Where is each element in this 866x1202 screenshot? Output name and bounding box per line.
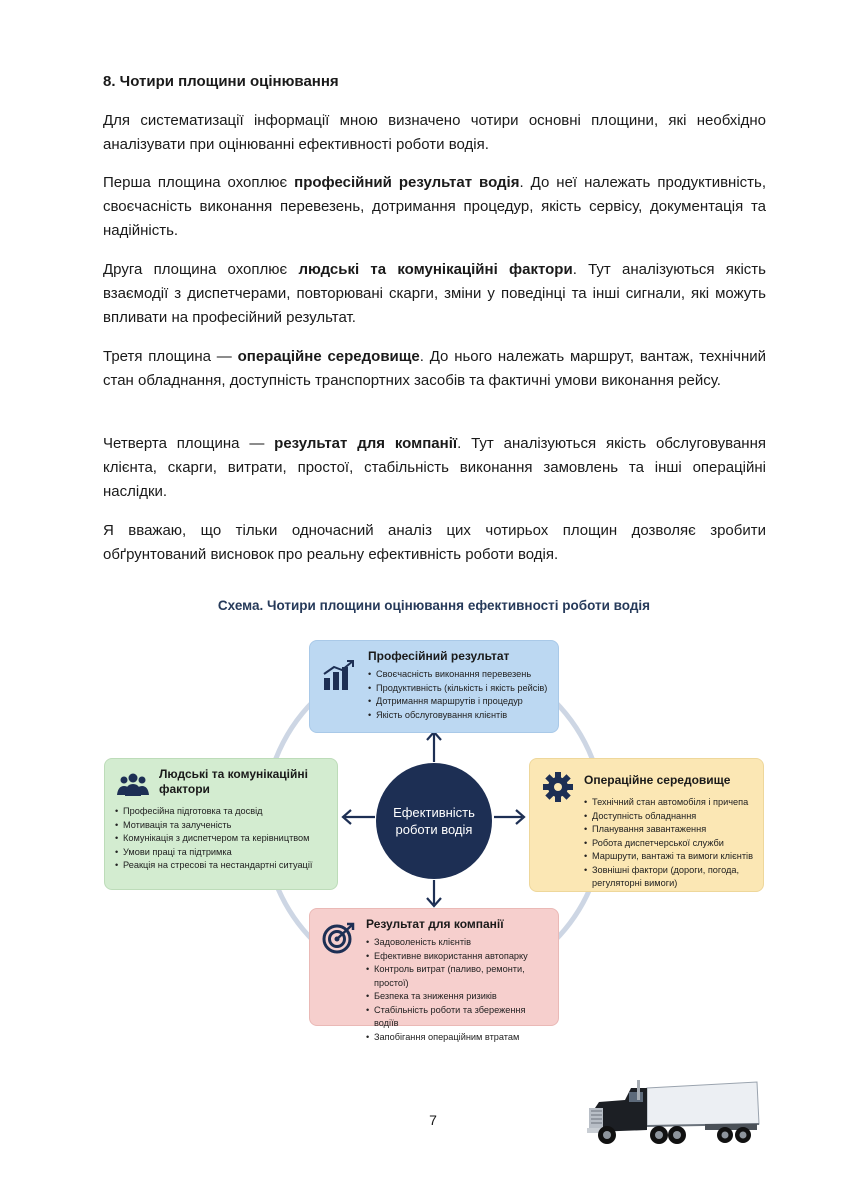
company-list — [366, 936, 548, 1044]
operational-list — [584, 796, 753, 891]
list-item: • Ефективне використання автопарку — [366, 950, 548, 964]
list-item: • Дотримання маршрутів і процедур — [368, 695, 547, 709]
paragraph-intro: Для систематизації інформації мною визначено чотири основні площини, які необхідно аналізувати при оцінюванні ефективності роботи водія. — [103, 112, 766, 153]
card-company-result — [309, 908, 559, 1042]
company-title: Результат для компанії — [366, 917, 504, 931]
list-item: • Контроль витрат (паливо, ремонти, простої) — [366, 963, 548, 990]
list-item: • Задоволеність клієнтів — [366, 936, 548, 950]
list-item: • Продуктивність (кількість і якість рейсів) — [368, 682, 547, 696]
list-item: • Умови праці та підтримка — [115, 846, 327, 860]
center-line-1: Ефективність — [393, 805, 475, 820]
list-item: • Комунікація з диспетчером та керівництвом — [115, 832, 327, 846]
bold-professional-result: професійний результат водія — [294, 174, 520, 191]
list-item: • Якість обслуговування клієнтів — [368, 709, 547, 723]
paragraph-second-plane: Друга площина охоплює людські та комунікаційні фактори. Тут аналізуються якість взаємодії з диспетчерами, повторювані скарги, зміни у поведінці та інші сигнали, які можуть впливати на професійний результат. — [103, 261, 766, 326]
card-professional-result — [309, 640, 559, 733]
list-item-continuation: регуляторні вимоги) — [592, 878, 678, 888]
paragraph-third-plane: Третя площина — операційне середовище. До нього належать маршрут, вантаж, технічний стан обладнання, доступність транспортних засобів та фактичні умови виконання рейсу. — [103, 348, 766, 389]
bold-operational-environment: операційне середовище — [237, 348, 420, 365]
center-line-2: роботи водія — [395, 822, 473, 837]
arrow-left-icon — [339, 807, 377, 827]
paragraph-conclusion: Я вважаю, що тільки одночасний аналіз цих чотирьох площин дозволяє зробити обґрунтований висновок про реальну ефективність роботи водія. — [103, 522, 766, 563]
bold-human-factors: людські та комунікаційні фактори — [298, 261, 573, 278]
professional-list — [368, 668, 547, 722]
professional-title: Професійний результат — [368, 649, 510, 663]
diagram-title: Схема. Чотири площини оцінювання ефективності роботи водія — [217, 598, 651, 613]
list-item: • Планування завантаження — [584, 823, 753, 837]
gear-icon — [542, 771, 574, 803]
four-planes-diagram — [89, 578, 779, 1042]
truck-icon — [585, 1080, 763, 1146]
human-factors-title: Людські та комунікаційні фактори — [159, 767, 308, 796]
list-item: • Стабільність роботи та збереження водіїв — [366, 1004, 548, 1031]
list-item: • Робота диспетчерської служби — [584, 837, 753, 851]
human-factors-list — [115, 805, 327, 873]
list-item: • Своєчасність виконання перевезень — [368, 668, 547, 682]
center-efficiency-circle — [376, 763, 492, 879]
bold-company-result: результат для компанії — [274, 435, 458, 452]
list-item: • Зовнішні фактори (дороги, погода, — [584, 864, 753, 878]
card-operational-environment — [529, 758, 764, 892]
list-item: • Маршрути, вантажі та вимоги клієнтів — [584, 850, 753, 864]
bar-chart-icon — [322, 658, 358, 692]
paragraph-first-plane: Перша площина охоплює професійний результат водія. До неї належать продуктивність, своєчасність виконання перевезень, дотримання процедур, якість сервісу, документація та надійність. — [103, 174, 767, 239]
arrow-up-icon — [424, 728, 444, 764]
list-item: • Безпека та зниження ризиків — [366, 990, 548, 1004]
list-item: • Професійна підготовка та досвід — [115, 805, 327, 819]
people-icon — [116, 771, 150, 797]
section-heading: 8. Чотири площини оцінювання — [103, 73, 339, 90]
arrow-down-icon — [424, 878, 444, 910]
operational-title: Операційне середовище — [584, 773, 731, 787]
list-item: • Запобігання операційним втратам — [366, 1031, 548, 1045]
arrow-right-icon — [492, 807, 528, 827]
list-item: • Технічний стан автомобіля і причепа — [584, 796, 753, 810]
page-number: 7 — [429, 1112, 437, 1128]
list-item: • Мотивація та залученість — [115, 819, 327, 833]
list-item: • Доступність обладнання — [584, 810, 753, 824]
list-item: • Реакція на стресові та нестандартні ситуації — [115, 859, 327, 873]
paragraph-fourth-plane: Четверта площина — результат для компанії. Тут аналізуються якість обслуговування клієнта, скарги, витрати, простої, стабільність виконання замовлень та інші операційні наслідки. — [103, 435, 766, 500]
card-human-factors — [104, 758, 338, 890]
target-icon — [322, 921, 356, 955]
